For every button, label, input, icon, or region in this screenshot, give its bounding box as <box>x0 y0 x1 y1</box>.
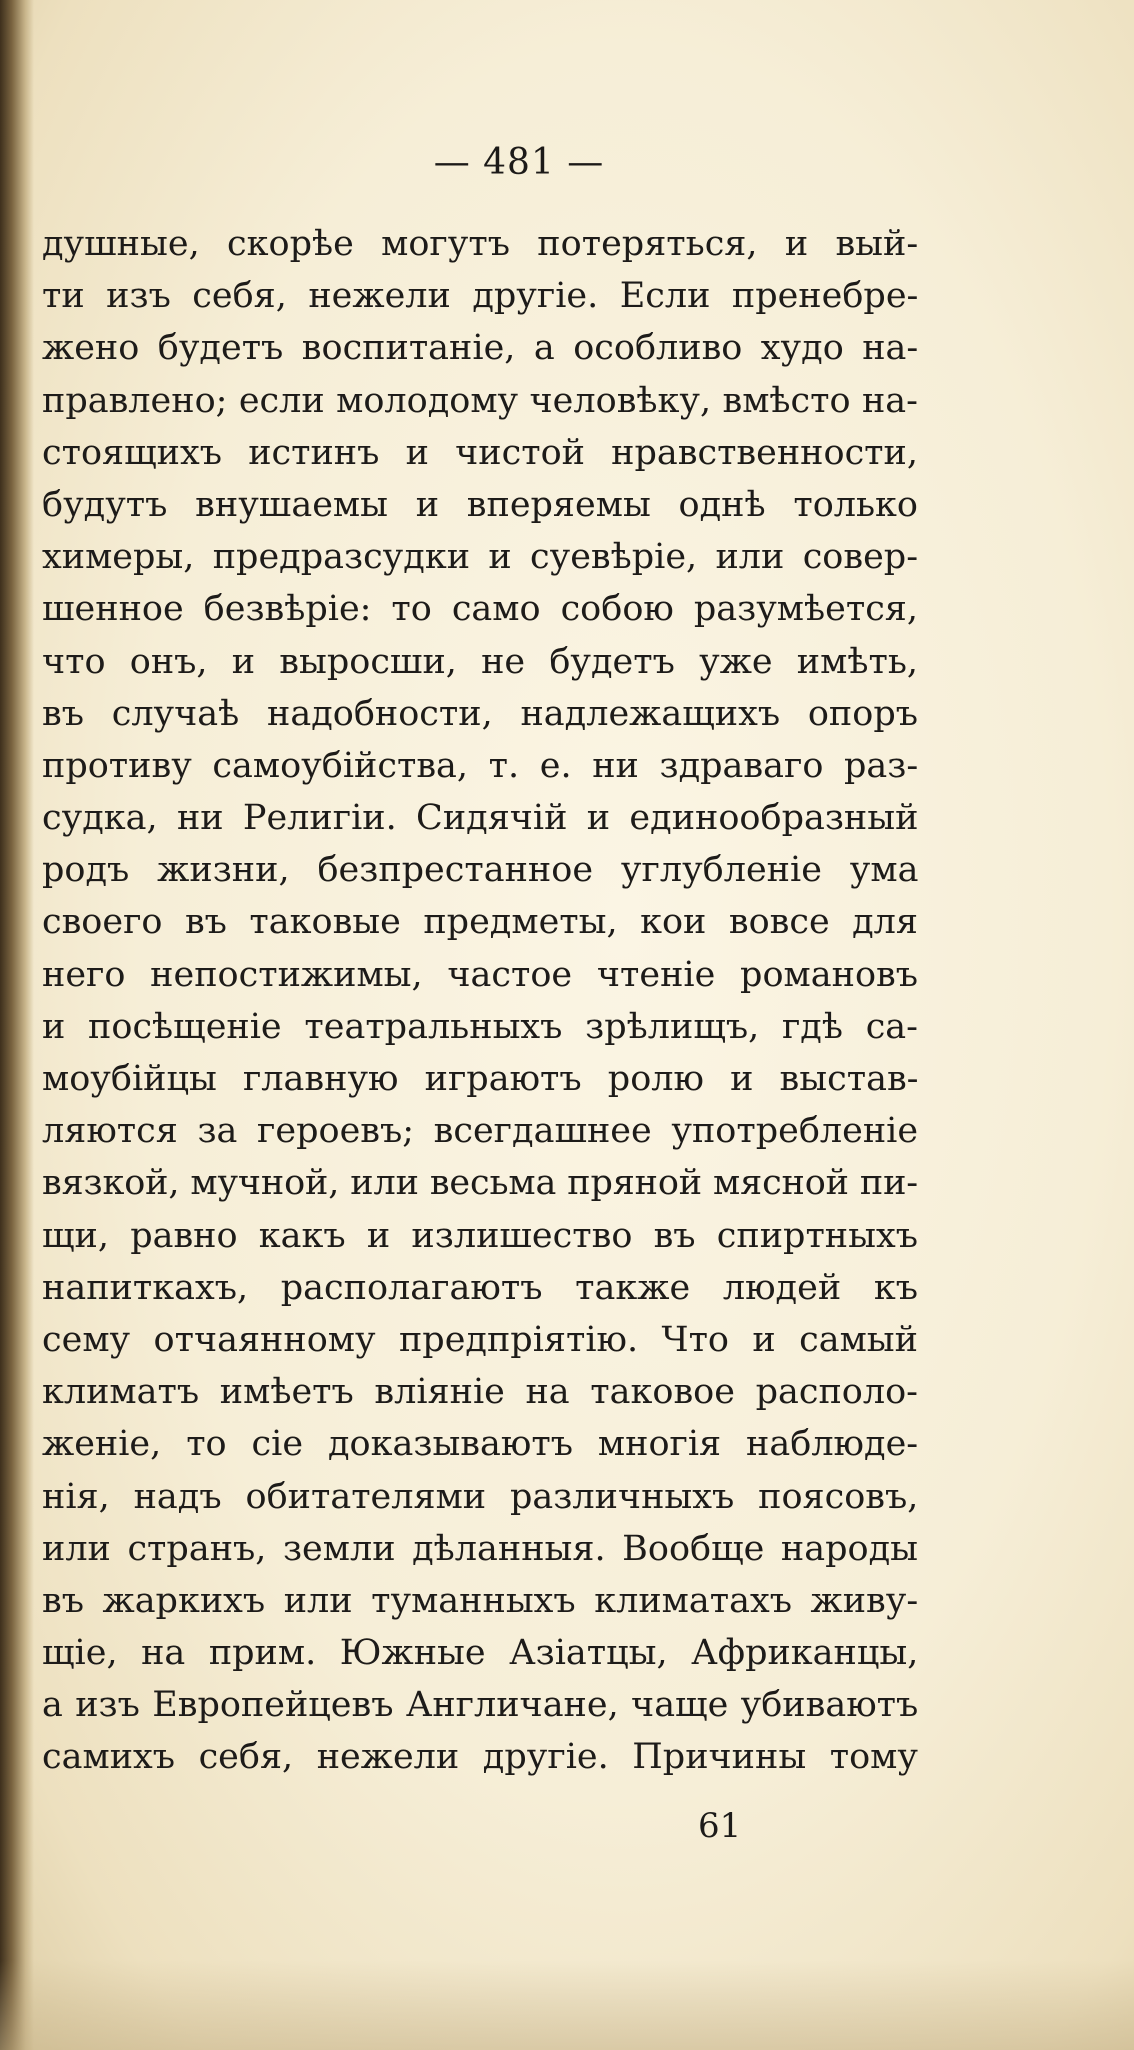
text-line: и посѣщеніе театральныхъ зрѣлищъ, гдѣ са- <box>42 1006 918 1047</box>
text-line: щи, равно какъ и излишество въ спиртныхъ <box>42 1215 918 1256</box>
text-line: судка, ни Религіи. Сидячій и единообразный <box>42 798 918 839</box>
text-line: самихъ себя, нежели другіе. Причины тому <box>42 1737 918 1778</box>
text-line: нія, надъ обитателями различныхъ поясовъ, <box>42 1476 918 1517</box>
text-line: стоящихъ истинъ и чистой нравственности, <box>42 432 918 473</box>
text-line: или странъ, земли дѣланныя. Вообще народы <box>42 1528 918 1569</box>
text-line: жено будетъ воспитаніе, а особливо худо на- <box>42 328 918 369</box>
text-line: ти изъ себя, нежели другіе. Если пренебре- <box>42 276 918 317</box>
body-text <box>42 218 918 1784</box>
text-line: щіе, на прим. Южные Азіатцы, Африканцы, <box>42 1633 918 1674</box>
text-line: а изъ Европейцевъ Англичане, чаще убиваютъ <box>42 1685 918 1726</box>
text-line: что онъ, и выросши, не будетъ уже имѣть, <box>42 641 918 682</box>
text-line: женіе, то сіе доказываютъ многія наблюде- <box>42 1424 918 1465</box>
text-line: химеры, предразсудки и суевѣріе, или совер- <box>42 537 918 578</box>
text-line: противу самоубійства, т. е. ни здраваго раз- <box>42 745 918 786</box>
text-line: въ случаѣ надобности, надлежащихъ опоръ <box>42 693 918 734</box>
page-binding-edge <box>0 0 34 2050</box>
text-line: климатъ имѣетъ вліяніе на таковое располо- <box>42 1372 918 1413</box>
text-line: вязкой, мучной, или весьма пряной мясной пи- <box>42 1163 918 1204</box>
text-line: шенное безвѣріе: то само собою разумѣется, <box>42 589 918 630</box>
signature-mark: 61 <box>698 1806 742 1846</box>
text-line: родъ жизни, безпрестанное углубленіе ума <box>42 850 918 891</box>
page-number: — 481 — <box>433 142 605 183</box>
text-line: него непостижимы, частое чтеніе романовъ <box>42 954 918 995</box>
page-stain <box>0 1960 1134 2050</box>
page-header <box>0 142 1134 183</box>
text-line: правлено; если молодому человѣку, вмѣсто на- <box>42 380 918 421</box>
text-line: напиткахъ, располагаютъ также людей къ <box>42 1267 918 1308</box>
text-line: моубійцы главную играютъ ролю и выстав- <box>42 1059 918 1099</box>
text-line: будутъ внушаемы и вперяемы однѣ только <box>42 484 918 525</box>
text-line: сему отчаянному предпріятію. Что и самый <box>42 1319 918 1360</box>
text-line: своего въ таковые предметы, кои вовсе для <box>42 902 918 943</box>
text-line: ляются за героевъ; всегдашнее употребленіе <box>42 1111 918 1152</box>
text-line: въ жаркихъ или туманныхъ климатахъ живу- <box>42 1580 918 1621</box>
text-line: душные, скорѣе могутъ потеряться, и вый- <box>42 224 918 264</box>
